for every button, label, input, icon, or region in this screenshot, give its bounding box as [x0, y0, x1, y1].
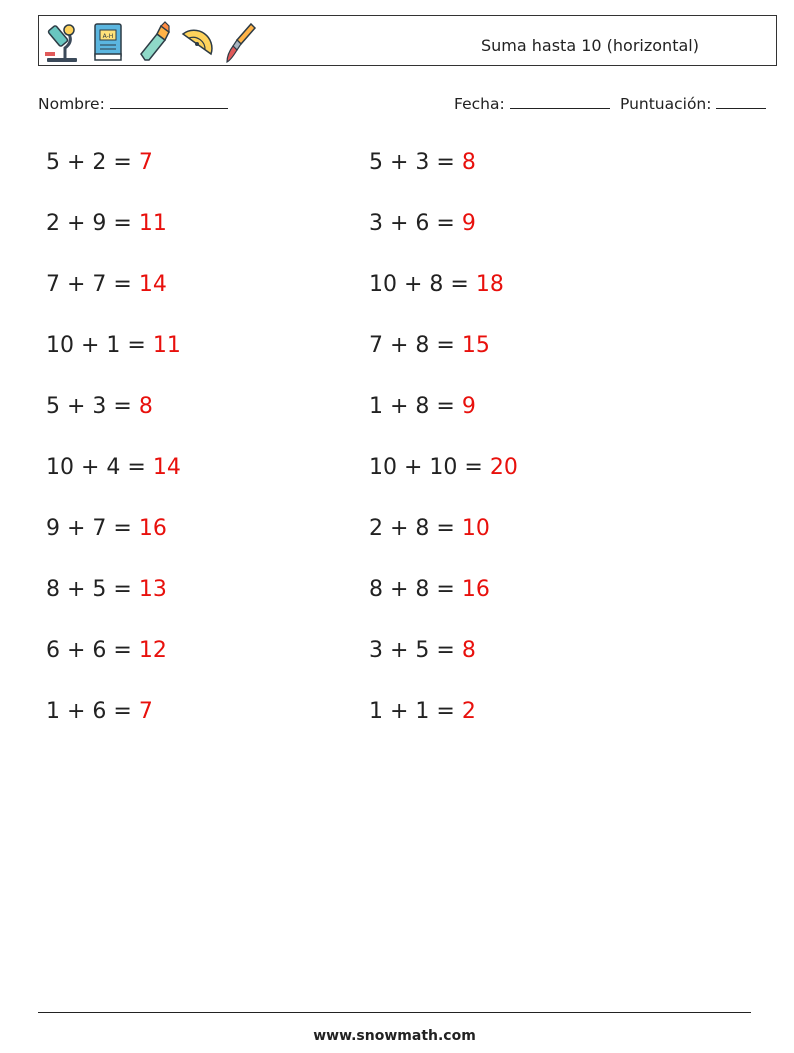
name-label: Nombre: — [38, 95, 105, 113]
date-blank[interactable] — [510, 94, 610, 109]
problem-item — [369, 211, 476, 237]
problem-question: 5 + 3 = — [46, 394, 132, 419]
problem-item — [46, 150, 153, 176]
problem-question: 10 + 4 = — [46, 455, 146, 480]
name-field — [38, 94, 228, 113]
score-label: Puntuación: — [620, 95, 712, 113]
problem-question: 8 + 5 = — [46, 577, 132, 602]
problem-item — [369, 699, 476, 725]
problem-question: 8 + 8 = — [369, 577, 455, 602]
footer-url[interactable]: www.snowmath.com — [313, 1028, 476, 1044]
problem-item — [46, 638, 167, 664]
problem-item — [369, 150, 476, 176]
date-label: Fecha: — [454, 95, 505, 113]
problem-item — [46, 394, 153, 420]
problem-answer: 9 — [461, 394, 476, 419]
paintbrush-icon — [221, 20, 261, 64]
problem-question: 10 + 1 = — [46, 333, 146, 358]
problem-question: 5 + 3 = — [369, 150, 455, 175]
problem-item — [46, 333, 181, 359]
problem-item — [46, 516, 167, 542]
score-field — [620, 94, 766, 113]
problem-question: 10 + 10 = — [369, 455, 483, 480]
problem-answer: 2 — [461, 699, 476, 724]
protractor-icon — [177, 20, 217, 64]
problem-item — [369, 333, 490, 359]
problem-question: 6 + 6 = — [46, 638, 132, 663]
name-blank[interactable] — [110, 94, 228, 109]
worksheet-title: Suma hasta 10 (horizontal) — [481, 36, 699, 55]
problem-item — [369, 577, 490, 603]
problem-question: 1 + 1 = — [369, 699, 455, 724]
problem-answer: 11 — [138, 211, 167, 236]
problem-item — [46, 577, 167, 603]
problem-answer: 16 — [461, 577, 490, 602]
problem-answer: 20 — [489, 455, 518, 480]
problem-item — [46, 455, 181, 481]
problem-answer: 7 — [138, 150, 153, 175]
problem-item — [369, 455, 518, 481]
problem-answer: 8 — [461, 638, 476, 663]
problem-answer: 10 — [461, 516, 490, 541]
problem-question: 7 + 8 = — [369, 333, 455, 358]
problem-question: 3 + 5 = — [369, 638, 455, 663]
problem-answer: 7 — [138, 699, 153, 724]
problem-question: 1 + 6 = — [46, 699, 132, 724]
book-icon — [89, 20, 129, 64]
problem-answer: 14 — [152, 455, 181, 480]
problem-question: 1 + 8 = — [369, 394, 455, 419]
problem-question: 7 + 7 = — [46, 272, 132, 297]
problem-question: 2 + 8 = — [369, 516, 455, 541]
score-blank[interactable] — [716, 94, 766, 109]
book-label: A-H — [102, 33, 114, 40]
footer-divider — [38, 1012, 751, 1013]
problem-item — [369, 638, 476, 664]
problem-answer: 15 — [461, 333, 490, 358]
problem-answer: 13 — [138, 577, 167, 602]
problem-answer: 12 — [138, 638, 167, 663]
problem-item — [369, 516, 490, 542]
problem-item — [46, 211, 167, 237]
problem-item — [369, 394, 476, 420]
microscope-icon — [43, 20, 83, 64]
problem-question: 5 + 2 = — [46, 150, 132, 175]
problem-answer: 8 — [138, 394, 153, 419]
problem-answer: 18 — [475, 272, 504, 297]
problem-item — [46, 699, 153, 725]
problem-question: 9 + 7 = — [46, 516, 132, 541]
problem-answer: 8 — [461, 150, 476, 175]
highlighter-icon — [135, 20, 175, 64]
problem-answer: 11 — [152, 333, 181, 358]
problem-answer: 16 — [138, 516, 167, 541]
problem-answer: 14 — [138, 272, 167, 297]
problem-answer: 9 — [461, 211, 476, 236]
problem-question: 3 + 6 = — [369, 211, 455, 236]
date-field — [454, 94, 610, 113]
problem-item — [369, 272, 504, 298]
problem-item — [46, 272, 167, 298]
problem-question: 10 + 8 = — [369, 272, 469, 297]
worksheet-header — [38, 15, 777, 66]
problem-question: 2 + 9 = — [46, 211, 132, 236]
